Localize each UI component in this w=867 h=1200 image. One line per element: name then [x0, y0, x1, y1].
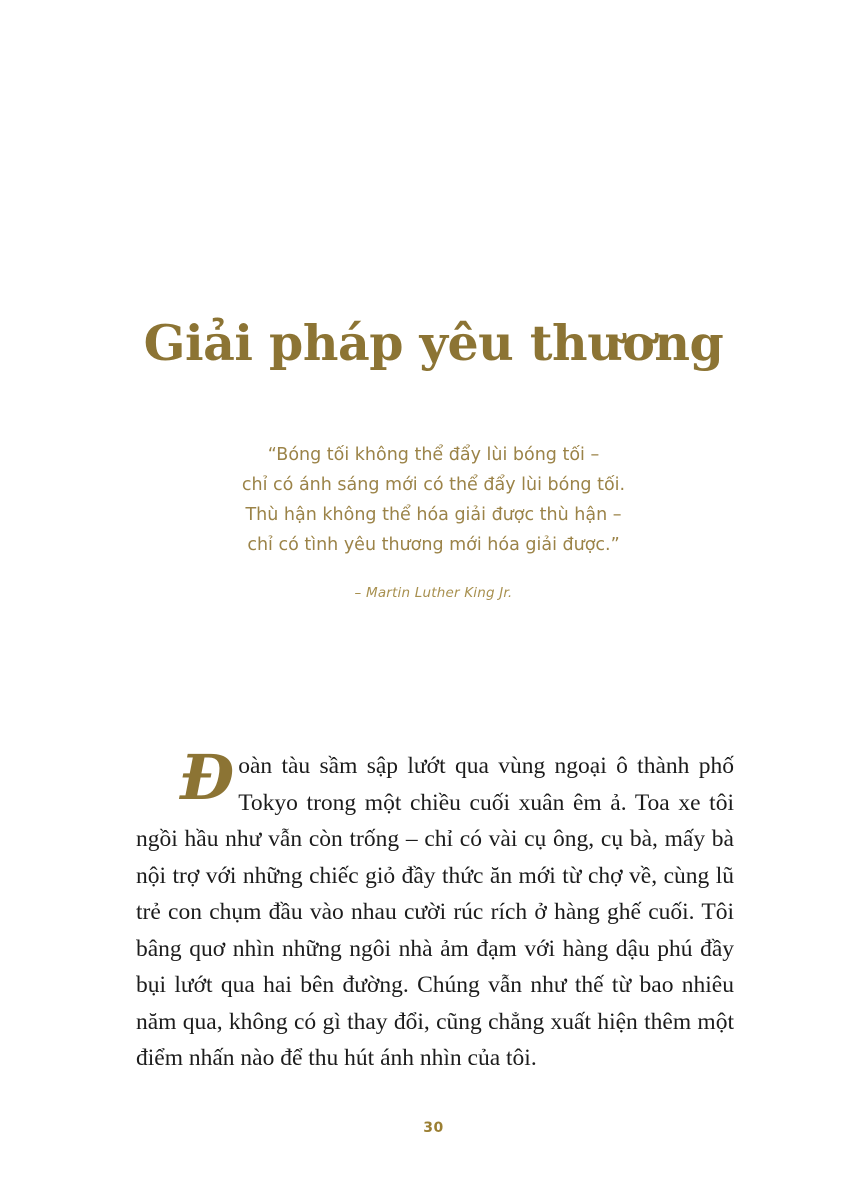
body-text [136, 741, 734, 1077]
epigraph-line: chỉ có tình yêu thương mới hóa giải được.” [247, 535, 620, 555]
epigraph-line: chỉ có ánh sáng mới có thể đẩy lùi bóng tối. [241, 475, 626, 495]
epigraph-quote [0, 440, 867, 560]
paragraph [136, 741, 734, 1077]
epigraph-line: Thù hận không thể hóa giải được thù hận – [245, 505, 622, 525]
epigraph-attribution: – Martin Luther King Jr. [354, 585, 513, 601]
drop-cap: Đ [180, 741, 235, 814]
chapter-title: Giải pháp yêu thương [143, 313, 724, 372]
page-number: 30 [423, 1120, 444, 1136]
paragraph-text: oàn tàu sầm sập lướt qua vùng ngoại ô thành phố Tokyo trong một chiều cuối xuân êm ả. Toa xe tôi ngồi hầu như vẫn còn trống – chỉ có vài cụ ông, cụ bà, mấy bà nội trợ với những chiếc giỏ đầy thức ăn mới từ chợ về, cùng lũ trẻ con chụm đầu vào nhau cười rúc rích ở hàng ghế cuối. Tôi bâng quơ nhìn những ngôi nhà ảm đạm với hàng dậu phú đầy bụi lướt qua hai bên đường. Chúng vẫn như thế từ bao nhiêu năm qua, không có gì thay đổi, cũng chẳng xuất hiện thêm một điểm nhấn nào để thu hút ánh nhìn của tôi. [136, 753, 734, 1071]
epigraph-line: “Bóng tối không thể đẩy lùi bóng tối – [267, 445, 600, 465]
